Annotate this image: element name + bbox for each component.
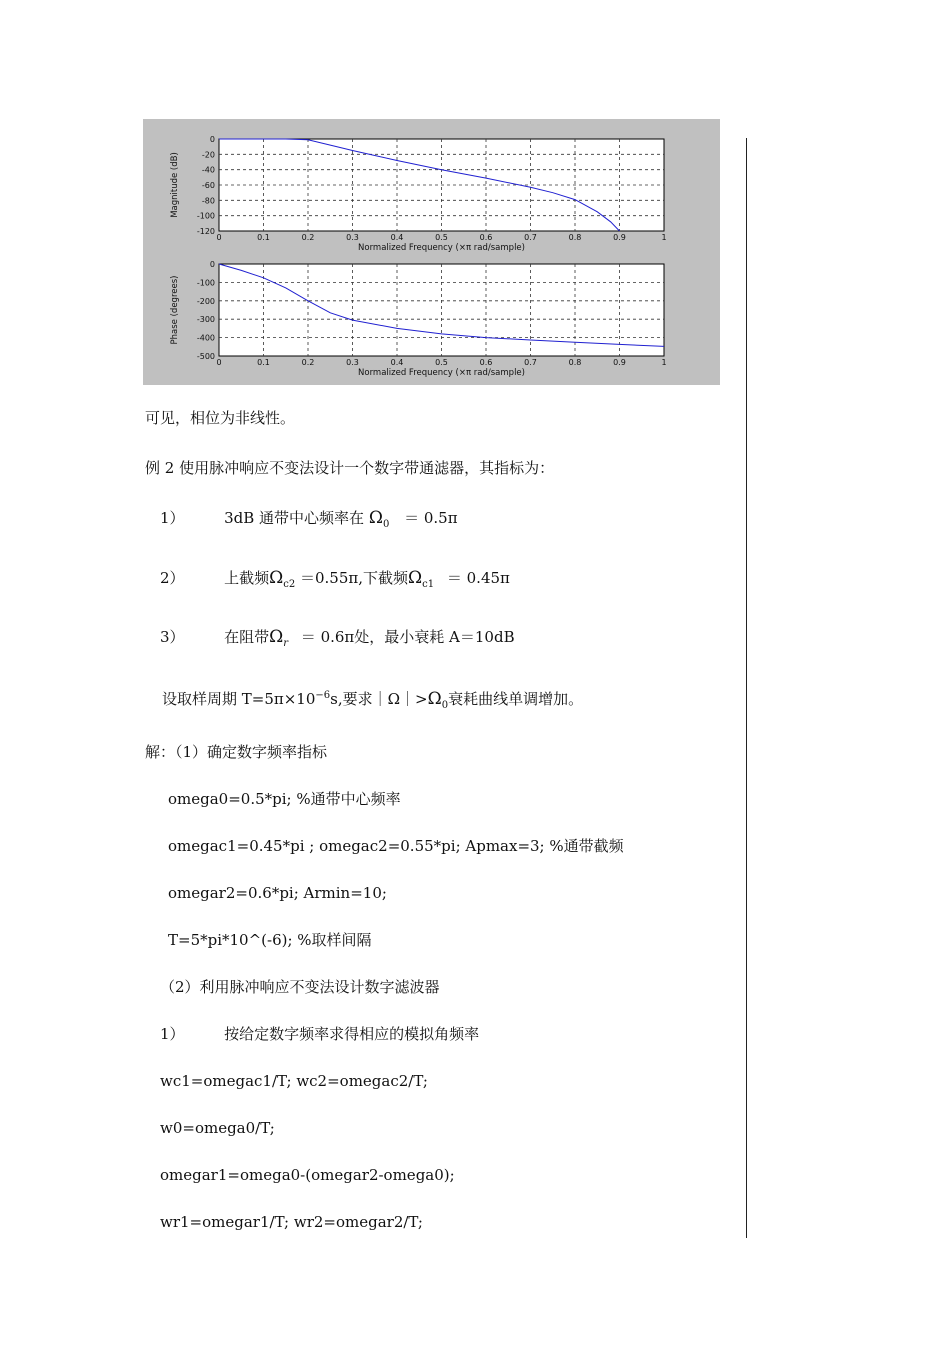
x-tick-label: 0: [216, 233, 222, 242]
spec-text: s,要求｜Ω｜>: [330, 690, 428, 708]
omega-subscript: r: [283, 638, 289, 649]
substep-1: [160, 1024, 479, 1044]
x-tick-label: 0.3: [346, 358, 359, 367]
code-line-5: wc1=omegac1/T; wc2=omegac2/T;: [160, 1072, 428, 1090]
freqz-plots: [143, 119, 720, 385]
y-axis-label: Phase (degrees): [170, 275, 180, 345]
paragraph-phase-nonlinear: 可见，相位为非线性。: [145, 409, 296, 427]
solution-heading: 解：（1）确定数字频率指标: [145, 743, 328, 761]
x-tick-label: 0.7: [524, 358, 537, 367]
code-line-8: wr1=omegar1/T; wr2=omegar2/T;: [160, 1213, 423, 1231]
x-tick-label: 0: [216, 358, 222, 367]
y-tick-label: 0: [209, 260, 215, 269]
y-tick-label: -100: [196, 211, 215, 221]
y-tick-label: -100: [196, 278, 215, 288]
y-tick-label: -200: [196, 296, 215, 306]
x-tick-label: 0.2: [301, 233, 315, 242]
code-line-2: omegac1=0.45*pi ; omegac2=0.55*pi; Apmax=3; %通带截频: [168, 837, 624, 855]
item-number: 3）: [160, 628, 185, 646]
x-tick-label: 1: [661, 358, 667, 367]
sampling-period-line: [162, 686, 583, 716]
x-axis-label: Normalized Frequency (×π rad/sample): [358, 368, 525, 378]
code-line-1: omega0=0.5*pi; %通带中心频率: [168, 790, 401, 808]
omega-subscript: 0: [382, 519, 390, 530]
exponent: −6: [315, 690, 331, 701]
spec-text: 上截频: [224, 569, 270, 587]
x-tick-label: 0.6: [479, 358, 493, 367]
omega-subscript: 0: [441, 700, 449, 711]
x-tick-label: 0.2: [301, 358, 315, 367]
x-tick-label: 0.8: [568, 233, 582, 242]
y-tick-label: -60: [201, 181, 215, 190]
omega-symbol: Ω: [269, 568, 284, 588]
spec-item-1: [160, 508, 458, 535]
omega-symbol: Ω: [269, 627, 284, 647]
substep-text: 按给定数字频率求得相应的模拟角频率: [224, 1025, 480, 1043]
x-tick-label: 0.4: [390, 233, 404, 242]
omega-symbol: Ω: [408, 568, 423, 588]
spec-value: ＝ 0.6π处，最小衰耗 A＝10dB: [300, 628, 515, 646]
y-tick-label: -400: [196, 333, 215, 343]
spec-item-3: [160, 627, 515, 654]
omega-symbol: Ω: [368, 508, 383, 528]
omega-subscript: c1: [422, 579, 435, 590]
spec-value: ＝ 0.45π: [446, 569, 510, 587]
x-tick-label: 0.9: [613, 233, 626, 242]
spec-text: 在阻带: [224, 628, 270, 646]
x-tick-label: 0.6: [479, 233, 493, 242]
code-line-6: w0=omega0/T;: [160, 1119, 275, 1137]
spec-value: ＝ 0.5π: [404, 509, 458, 527]
x-tick-label: 1: [661, 233, 667, 242]
x-tick-label: 0.5: [435, 233, 448, 242]
y-tick-label: -500: [196, 352, 215, 361]
y-tick-label: -80: [201, 196, 215, 206]
y-tick-label: -300: [196, 315, 215, 325]
item-number: 1）: [160, 1025, 185, 1043]
step-2-heading: （2）利用脉冲响应不变法设计数字滤波器: [160, 978, 440, 996]
spec-text: ＝0.55π,下截频: [299, 569, 409, 587]
x-tick-label: 0.8: [568, 358, 582, 367]
omega-subscript: c2: [283, 579, 296, 590]
x-tick-label: 0.7: [524, 233, 537, 242]
x-tick-label: 0.1: [257, 358, 270, 367]
y-tick-label: -40: [201, 165, 215, 175]
x-tick-label: 0.3: [346, 233, 359, 242]
omega-symbol: Ω: [427, 689, 442, 709]
code-line-3: omegar2=0.6*pi; Armin=10;: [168, 884, 387, 902]
item-number: 2）: [160, 569, 185, 587]
x-tick-label: 0.4: [390, 358, 404, 367]
code-line-4: T=5*pi*10^(-6); %取样间隔: [168, 931, 372, 949]
spec-text: 衰耗曲线单调增加。: [448, 690, 584, 708]
y-tick-label: 0: [209, 135, 215, 144]
spec-text: 设取样周期 T=5π×10: [162, 690, 316, 708]
item-number: 1）: [160, 509, 185, 527]
y-tick-label: -20: [201, 150, 215, 160]
paragraph-example-2: 例 2 使用脉冲响应不变法设计一个数字带通滤器，其指标为：: [145, 459, 555, 477]
code-line-7: omegar1=omega0-(omegar2-omega0);: [160, 1166, 455, 1184]
x-tick-label: 0.9: [613, 358, 626, 367]
margin-rule: [746, 138, 747, 1238]
x-axis-label: Normalized Frequency (×π rad/sample): [358, 243, 525, 253]
spec-item-2: [160, 568, 510, 595]
x-tick-label: 0.5: [435, 358, 448, 367]
spec-text: 3dB 通带中心频率在: [224, 509, 369, 527]
matlab-freqz-figure: [143, 119, 720, 385]
y-tick-label: -120: [196, 227, 215, 236]
y-axis-label: Magnitude (dB): [170, 152, 180, 218]
x-tick-label: 0.1: [257, 233, 270, 242]
